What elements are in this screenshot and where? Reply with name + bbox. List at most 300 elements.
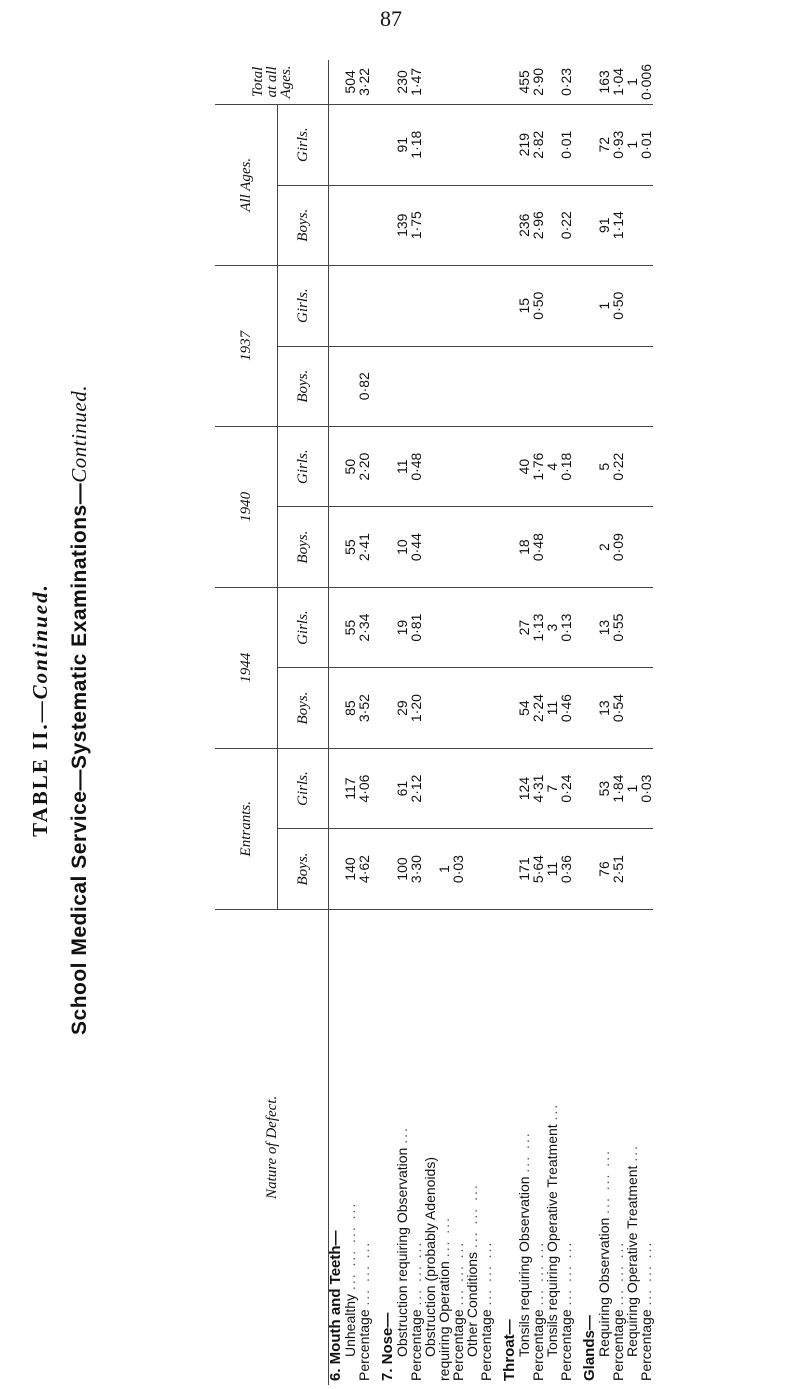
table-cell: 1 bbox=[625, 60, 639, 104]
row-label-text: Other Conditions bbox=[464, 1251, 480, 1357]
table-cell: 0·48 bbox=[531, 507, 545, 587]
table-cell bbox=[639, 829, 653, 909]
table-cell bbox=[423, 185, 437, 265]
table-cell bbox=[357, 185, 371, 265]
table-cell bbox=[639, 265, 653, 346]
table-cell bbox=[423, 748, 437, 829]
table-cell bbox=[639, 426, 653, 507]
table-cell: 140 bbox=[343, 829, 357, 909]
table-cell bbox=[479, 104, 493, 185]
table-cell: 0·54 bbox=[611, 668, 625, 748]
table-subtitle-main: School Medical Service bbox=[68, 790, 91, 1035]
table-cell bbox=[451, 60, 465, 104]
group-header: All Ages. bbox=[215, 104, 278, 265]
table-cell bbox=[479, 829, 493, 909]
table-cell: 230 bbox=[395, 60, 409, 104]
table-cell bbox=[493, 426, 503, 507]
row-label bbox=[545, 909, 559, 1385]
table-cell bbox=[423, 104, 437, 185]
table-cell: 72 bbox=[597, 104, 611, 185]
leader-dots: ... ... ... bbox=[558, 1240, 574, 1306]
group-header: Entrants. bbox=[215, 748, 278, 909]
table-cell bbox=[493, 587, 503, 668]
table-cell bbox=[503, 60, 517, 104]
table-cell: 19 bbox=[395, 587, 409, 668]
table-cell: 0·44 bbox=[409, 507, 423, 587]
table-cell bbox=[329, 507, 344, 587]
table-cell bbox=[583, 185, 597, 265]
table-cell bbox=[371, 265, 381, 346]
table-cell bbox=[437, 185, 451, 265]
table-cell bbox=[465, 668, 479, 748]
leader-dots: ... ... bbox=[516, 1131, 532, 1173]
table-cell bbox=[465, 507, 479, 587]
table-row bbox=[465, 60, 479, 1385]
table-cell bbox=[559, 265, 573, 346]
subheader-girls: Girls. bbox=[278, 587, 329, 668]
table-cell: 10 bbox=[395, 507, 409, 587]
table-cell bbox=[437, 426, 451, 507]
table-cell bbox=[329, 748, 344, 829]
table-cell bbox=[371, 426, 381, 507]
table-cell bbox=[423, 587, 437, 668]
table-cell: 4·62 bbox=[357, 829, 371, 909]
row-label bbox=[329, 909, 344, 1385]
leader-dots: ... ... ... bbox=[638, 1240, 654, 1306]
table-cell bbox=[465, 587, 479, 668]
table-cell: 3·22 bbox=[357, 60, 371, 104]
table-cell: 2·20 bbox=[357, 426, 371, 507]
table-title-main: TABLE II. bbox=[28, 722, 52, 837]
table-cell bbox=[545, 507, 559, 587]
table-cell: 1 bbox=[625, 104, 639, 185]
table-cell bbox=[423, 60, 437, 104]
table-cell: 2·24 bbox=[531, 668, 545, 748]
table-cell bbox=[437, 668, 451, 748]
table-cell: 1·04 bbox=[611, 60, 625, 104]
table-cell bbox=[437, 748, 451, 829]
table-cell bbox=[583, 507, 597, 587]
leader-dots: ... bbox=[544, 1102, 560, 1121]
table-cell bbox=[437, 60, 451, 104]
table-cell bbox=[381, 748, 395, 829]
table-cell bbox=[573, 60, 583, 104]
table-row bbox=[517, 60, 531, 1385]
row-label-text: 7. Nose— bbox=[379, 1312, 396, 1381]
table-cell bbox=[545, 265, 559, 346]
table-cell bbox=[329, 426, 344, 507]
table-cell bbox=[493, 185, 503, 265]
group-header: 1937 bbox=[215, 265, 278, 426]
table-cell: 0·55 bbox=[611, 587, 625, 668]
table-cell bbox=[573, 668, 583, 748]
row-label-text: 6. Mouth and Teeth— bbox=[327, 1230, 344, 1381]
table-cell: 4 bbox=[545, 426, 559, 507]
table-cell: 1·14 bbox=[611, 185, 625, 265]
table-cell bbox=[329, 104, 344, 185]
table-cell: 1 bbox=[625, 748, 639, 829]
table-cell: 0·22 bbox=[611, 426, 625, 507]
table-cell bbox=[479, 587, 493, 668]
table-cell bbox=[559, 507, 573, 587]
table-cell: 1 bbox=[437, 829, 451, 909]
table-cell: 0·46 bbox=[559, 668, 573, 748]
table-cell: 3 bbox=[545, 587, 559, 668]
table-cell bbox=[625, 668, 639, 748]
subheader-girls: Girls. bbox=[278, 265, 329, 346]
table-cell bbox=[545, 346, 559, 426]
table-cell bbox=[573, 104, 583, 185]
table-cell bbox=[343, 265, 357, 346]
table-cell: 124 bbox=[517, 748, 531, 829]
table-cell bbox=[503, 587, 517, 668]
table-cell bbox=[329, 829, 344, 909]
table-row bbox=[329, 60, 344, 1385]
table-cell: 0·01 bbox=[559, 104, 573, 185]
leader-dots: ... ... ... bbox=[464, 1183, 480, 1249]
table-cell bbox=[597, 346, 611, 426]
row-label-text: Requiring Operative Treatment bbox=[624, 1165, 640, 1357]
table-cell bbox=[371, 60, 381, 104]
table-cell bbox=[329, 668, 344, 748]
table-cell: 0·18 bbox=[559, 426, 573, 507]
table-cell bbox=[381, 60, 395, 104]
row-label-text: Percentage bbox=[638, 1309, 654, 1381]
table-cell: 54 bbox=[517, 668, 531, 748]
table-cell bbox=[503, 104, 517, 185]
table-cell bbox=[583, 346, 597, 426]
table-cell: 2·41 bbox=[357, 507, 371, 587]
table-cell bbox=[381, 668, 395, 748]
table-cell: 18 bbox=[517, 507, 531, 587]
table-row bbox=[371, 60, 381, 1385]
table-cell bbox=[371, 507, 381, 587]
row-label bbox=[451, 909, 465, 1385]
table-cell bbox=[573, 426, 583, 507]
table-cell: 1 bbox=[597, 265, 611, 346]
table-cell bbox=[573, 265, 583, 346]
table-cell: 1·75 bbox=[409, 185, 423, 265]
group-header-total: Total at all Ages. bbox=[215, 60, 329, 104]
table-cell: 53 bbox=[597, 748, 611, 829]
table-cell bbox=[503, 668, 517, 748]
table-cell bbox=[371, 185, 381, 265]
table-cell: 0·93 bbox=[611, 104, 625, 185]
table-cell bbox=[371, 829, 381, 909]
table-cell: 7 bbox=[545, 748, 559, 829]
table-subtitle-cont: Continued. bbox=[67, 385, 91, 483]
table-cell bbox=[583, 265, 597, 346]
table-cell bbox=[465, 346, 479, 426]
group-header: 1944 bbox=[215, 587, 278, 748]
table-cell bbox=[625, 185, 639, 265]
row-label bbox=[611, 909, 625, 1385]
table-cell: 0·09 bbox=[611, 507, 625, 587]
leader-dots: ... ... ... bbox=[408, 1240, 424, 1306]
row-label-text: Tonsils requiring Observation bbox=[516, 1176, 532, 1357]
table-cell bbox=[437, 587, 451, 668]
table-cell: 2 bbox=[597, 507, 611, 587]
table-cell bbox=[583, 748, 597, 829]
table-subtitle-tail: Systematic Examinations bbox=[68, 504, 91, 770]
row-label bbox=[465, 909, 479, 1385]
table-cell bbox=[493, 265, 503, 346]
group-header: 1940 bbox=[215, 426, 278, 587]
table-cell: 91 bbox=[395, 104, 409, 185]
table-cell bbox=[381, 265, 395, 346]
table-cell bbox=[573, 748, 583, 829]
table-cell: 117 bbox=[343, 748, 357, 829]
table-cell: 2·96 bbox=[531, 185, 545, 265]
table-cell bbox=[465, 748, 479, 829]
table-cell bbox=[465, 104, 479, 185]
subheader-boys: Boys. bbox=[278, 829, 329, 909]
table-row bbox=[639, 60, 653, 1385]
table-cell bbox=[493, 346, 503, 426]
table-cell: 5 bbox=[597, 426, 611, 507]
table-row bbox=[357, 60, 371, 1385]
table-cell bbox=[479, 346, 493, 426]
table-cell bbox=[343, 346, 357, 426]
row-label bbox=[597, 909, 611, 1385]
subheader-girls: Girls. bbox=[278, 104, 329, 185]
table-cell bbox=[329, 587, 344, 668]
table-cell bbox=[465, 60, 479, 104]
table-cell bbox=[381, 185, 395, 265]
table-cell bbox=[357, 265, 371, 346]
table-cell bbox=[639, 346, 653, 426]
table-cell bbox=[423, 346, 437, 426]
table-cell bbox=[451, 265, 465, 346]
row-label-text: Percentage bbox=[610, 1309, 626, 1381]
table-cell: 0·01 bbox=[639, 104, 653, 185]
table-cell bbox=[493, 60, 503, 104]
table-cell bbox=[451, 668, 465, 748]
page-number: 87 bbox=[380, 6, 402, 31]
leader-dots: ... bbox=[394, 1126, 410, 1144]
table-cell bbox=[503, 507, 517, 587]
table-row bbox=[423, 60, 437, 1385]
table-cell bbox=[583, 426, 597, 507]
table-cell bbox=[371, 587, 381, 668]
table-cell: 2·51 bbox=[611, 829, 625, 909]
row-label bbox=[583, 909, 597, 1385]
subheader-girls: Girls. bbox=[278, 426, 329, 507]
table-cell: 11 bbox=[395, 426, 409, 507]
table-cell: 1·18 bbox=[409, 104, 423, 185]
table-cell: 76 bbox=[597, 829, 611, 909]
table-cell: 2·82 bbox=[531, 104, 545, 185]
table-cell: 1·20 bbox=[409, 668, 423, 748]
table-cell: 139 bbox=[395, 185, 409, 265]
subheader-boys: Boys. bbox=[278, 668, 329, 748]
table-cell: 11 bbox=[545, 668, 559, 748]
table-cell bbox=[583, 587, 597, 668]
table-cell: 61 bbox=[395, 748, 409, 829]
table-row bbox=[381, 60, 395, 1385]
row-label-text: Glands— bbox=[581, 1315, 598, 1381]
row-label bbox=[639, 909, 653, 1385]
table-title-tail: Continued. bbox=[28, 583, 52, 700]
table-cell bbox=[381, 507, 395, 587]
table-cell bbox=[479, 426, 493, 507]
table-cell: 91 bbox=[597, 185, 611, 265]
table-cell bbox=[583, 829, 597, 909]
table-cell: 0·03 bbox=[451, 829, 465, 909]
row-label bbox=[479, 909, 493, 1385]
table-cell bbox=[639, 668, 653, 748]
table-cell bbox=[437, 104, 451, 185]
table-cell bbox=[639, 587, 653, 668]
table-cell bbox=[639, 507, 653, 587]
table-cell bbox=[451, 748, 465, 829]
table-row bbox=[583, 60, 597, 1385]
table-cell bbox=[625, 265, 639, 346]
table-row bbox=[503, 60, 517, 1385]
table-row bbox=[409, 60, 423, 1385]
table-cell bbox=[423, 668, 437, 748]
row-label bbox=[357, 909, 371, 1385]
subheader-boys: Boys. bbox=[278, 346, 329, 426]
leader-dots: ... bbox=[624, 1144, 640, 1162]
table-cell bbox=[493, 104, 503, 185]
table-cell: 163 bbox=[597, 60, 611, 104]
table-cell bbox=[503, 265, 517, 346]
table-cell bbox=[329, 346, 344, 426]
leader-dots: ... ... ... bbox=[596, 1149, 612, 1214]
table-cell bbox=[329, 60, 344, 104]
table-cell: 0·50 bbox=[531, 265, 545, 346]
row-label bbox=[517, 909, 531, 1385]
table-cell bbox=[493, 829, 503, 909]
table-cell bbox=[329, 185, 344, 265]
table-cell bbox=[371, 668, 381, 748]
subheader-boys: Boys. bbox=[278, 507, 329, 587]
table-cell: 0·24 bbox=[559, 748, 573, 829]
leader-dots: ... ... ... bbox=[530, 1240, 546, 1306]
table-cell bbox=[573, 507, 583, 587]
table-cell bbox=[479, 60, 493, 104]
table-cell bbox=[625, 507, 639, 587]
table-cell: 100 bbox=[395, 829, 409, 909]
leader-dots: ... ... ... bbox=[450, 1240, 466, 1306]
table-cell bbox=[503, 346, 517, 426]
table-cell: 455 bbox=[517, 60, 531, 104]
row-label bbox=[531, 909, 545, 1385]
table-cell bbox=[423, 829, 437, 909]
table-cell: 40 bbox=[517, 426, 531, 507]
table-cell bbox=[583, 60, 597, 104]
table-cell bbox=[465, 829, 479, 909]
table-cell: 1·47 bbox=[409, 60, 423, 104]
table-cell: 2·12 bbox=[409, 748, 423, 829]
row-label-text: Percentage bbox=[530, 1309, 546, 1381]
table-cell bbox=[493, 748, 503, 829]
table-row bbox=[395, 60, 409, 1385]
table-cell bbox=[493, 668, 503, 748]
table-cell bbox=[381, 829, 395, 909]
table-row bbox=[611, 60, 625, 1385]
table-cell: 13 bbox=[597, 587, 611, 668]
table-cell: 5·64 bbox=[531, 829, 545, 909]
table-row bbox=[597, 60, 611, 1385]
table-cell bbox=[625, 426, 639, 507]
table-cell bbox=[545, 60, 559, 104]
leader-dots: ... ... ... bbox=[610, 1240, 626, 1306]
table-cell: 1·84 bbox=[611, 748, 625, 829]
table-cell bbox=[357, 104, 371, 185]
table-cell bbox=[503, 185, 517, 265]
table-cell bbox=[465, 426, 479, 507]
table-cell bbox=[545, 185, 559, 265]
table-cell bbox=[381, 104, 395, 185]
table-cell: 1·76 bbox=[531, 426, 545, 507]
table-cell bbox=[479, 265, 493, 346]
table-cell: 11 bbox=[545, 829, 559, 909]
table-cell: 504 bbox=[343, 60, 357, 104]
row-label bbox=[503, 909, 517, 1385]
row-label-text: Throat— bbox=[501, 1319, 518, 1381]
row-label-text: Requiring Observation bbox=[596, 1217, 612, 1357]
leader-dots: ... ... ... bbox=[478, 1240, 494, 1306]
table-cell bbox=[371, 346, 381, 426]
table-row bbox=[559, 60, 573, 1385]
table-cell bbox=[625, 346, 639, 426]
row-label bbox=[381, 909, 395, 1385]
table-cell bbox=[343, 185, 357, 265]
table-cell bbox=[343, 104, 357, 185]
table-cell: 0·36 bbox=[559, 829, 573, 909]
table-cell bbox=[371, 748, 381, 829]
table-cell bbox=[451, 185, 465, 265]
table-cell bbox=[479, 507, 493, 587]
row-label-text: Percentage bbox=[356, 1309, 372, 1381]
table-cell bbox=[381, 426, 395, 507]
row-label bbox=[559, 909, 573, 1385]
table-cell bbox=[493, 507, 503, 587]
table-cell bbox=[583, 668, 597, 748]
table-cell: 4·06 bbox=[357, 748, 371, 829]
table-cell: 55 bbox=[343, 587, 357, 668]
row-label-text: Percentage bbox=[478, 1309, 494, 1381]
table-cell bbox=[395, 265, 409, 346]
table-row bbox=[573, 60, 583, 1385]
table-cell bbox=[611, 346, 625, 426]
table-cell: 50 bbox=[343, 426, 357, 507]
table-row bbox=[625, 60, 639, 1385]
table-cell bbox=[479, 185, 493, 265]
table-cell: 29 bbox=[395, 668, 409, 748]
defects-table-container bbox=[215, 60, 793, 1385]
table-cell bbox=[545, 104, 559, 185]
row-label-text: Tonsils requiring Operative Treatment bbox=[544, 1124, 560, 1357]
table-row bbox=[545, 60, 559, 1385]
row-label bbox=[395, 909, 409, 1385]
table-cell: 0·13 bbox=[559, 587, 573, 668]
table-cell bbox=[437, 507, 451, 587]
table-cell bbox=[625, 829, 639, 909]
row-label-text: Percentage bbox=[408, 1309, 424, 1381]
table-cell bbox=[559, 346, 573, 426]
table-cell bbox=[531, 346, 545, 426]
table-cell bbox=[423, 426, 437, 507]
table-cell bbox=[573, 829, 583, 909]
table-cell: 13 bbox=[597, 668, 611, 748]
row-label bbox=[625, 909, 639, 1385]
defects-table bbox=[215, 60, 653, 1385]
table-cell bbox=[517, 346, 531, 426]
table-cell bbox=[573, 346, 583, 426]
